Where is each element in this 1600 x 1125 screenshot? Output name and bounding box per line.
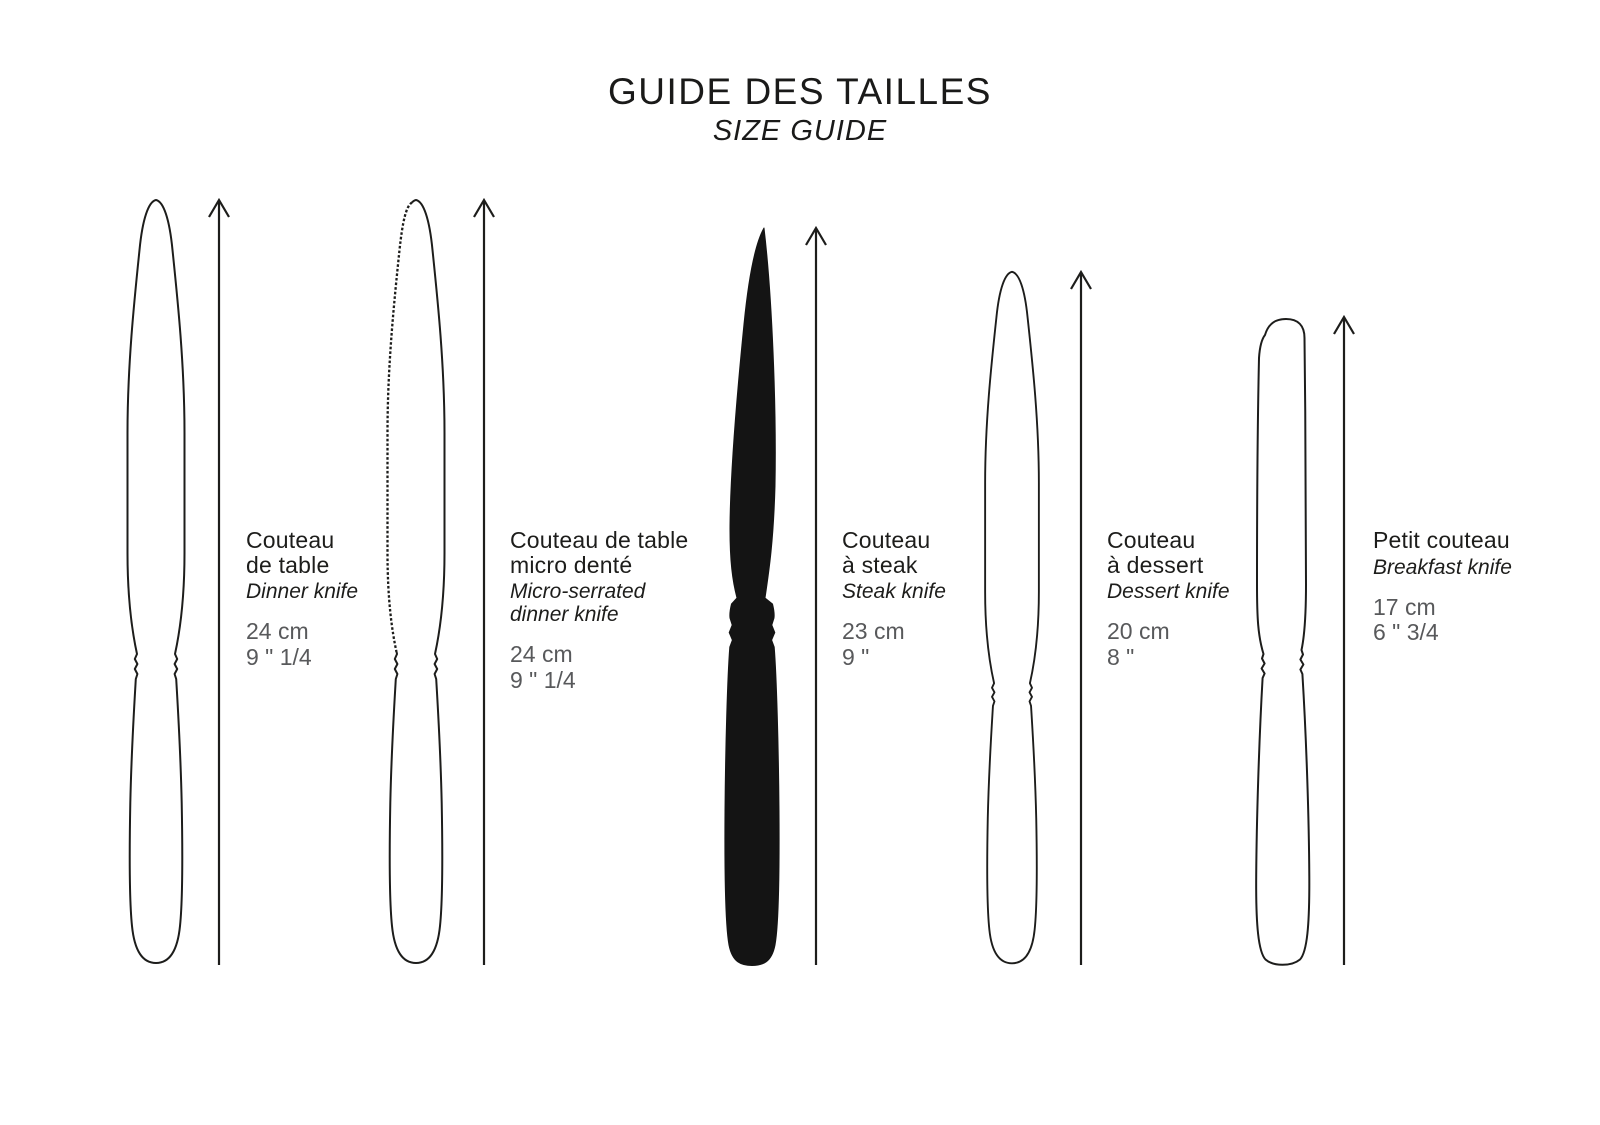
knife-size [1373, 595, 1600, 646]
knife-name-en: Steak knife [842, 580, 946, 603]
knife-length-cm: 24 cm [246, 618, 309, 644]
knife-name-fr: Couteau à dessert [1107, 527, 1204, 578]
knife-name-en: Breakfast knife [1373, 555, 1512, 579]
knife-length-inches: 9 " [842, 643, 870, 670]
dinner-knife-illustration [121, 198, 191, 966]
knife-length-cm: 23 cm [842, 618, 905, 644]
knife-length-cm: 17 cm [1373, 593, 1436, 620]
knife-length-inches: 9 " 1/4 [246, 643, 312, 670]
knife-label-breakfast [1373, 528, 1600, 646]
knife-size [246, 619, 506, 670]
knife-label-dinner [246, 528, 506, 670]
knife-name-en: Micro-serrated dinner knife [510, 580, 646, 626]
knife-size [842, 619, 1102, 670]
height-arrow-up [1068, 269, 1094, 966]
knife-label-steak [842, 528, 1102, 670]
knife-length-inches: 9 " 1/4 [510, 666, 576, 693]
knife-length-inches: 6 " 3/4 [1373, 619, 1439, 645]
knife-length-cm: 20 cm [1107, 618, 1170, 644]
knife-name-fr: Petit couteau [1373, 527, 1510, 553]
height-arrow-up [1331, 314, 1357, 966]
page-subtitle: SIZE GUIDE [712, 115, 888, 147]
knife-name-fr: Couteau de table [246, 527, 335, 578]
height-arrow-up [803, 225, 829, 966]
breakfast-knife-illustration [1245, 316, 1325, 966]
micro-serrated-dinner-knife-illustration [381, 198, 451, 966]
height-arrow-up [206, 197, 232, 966]
knife-length-inches: 8 " [1107, 643, 1135, 670]
knife-name-en: Dinner knife [246, 580, 359, 603]
knife-name-fr: Couteau à steak [842, 527, 931, 578]
knife-name-en: Dessert knife [1107, 580, 1230, 603]
knife-size [1107, 619, 1367, 670]
page-title: GUIDE DES TAILLES [608, 71, 992, 112]
dessert-knife-illustration [979, 270, 1045, 966]
height-arrow-up [471, 197, 497, 966]
knife-name-fr: Couteau de table micro denté [510, 527, 689, 578]
steak-knife-illustration [716, 226, 786, 966]
knife-label-dessert [1107, 528, 1367, 670]
knife-length-cm: 24 cm [510, 641, 573, 667]
